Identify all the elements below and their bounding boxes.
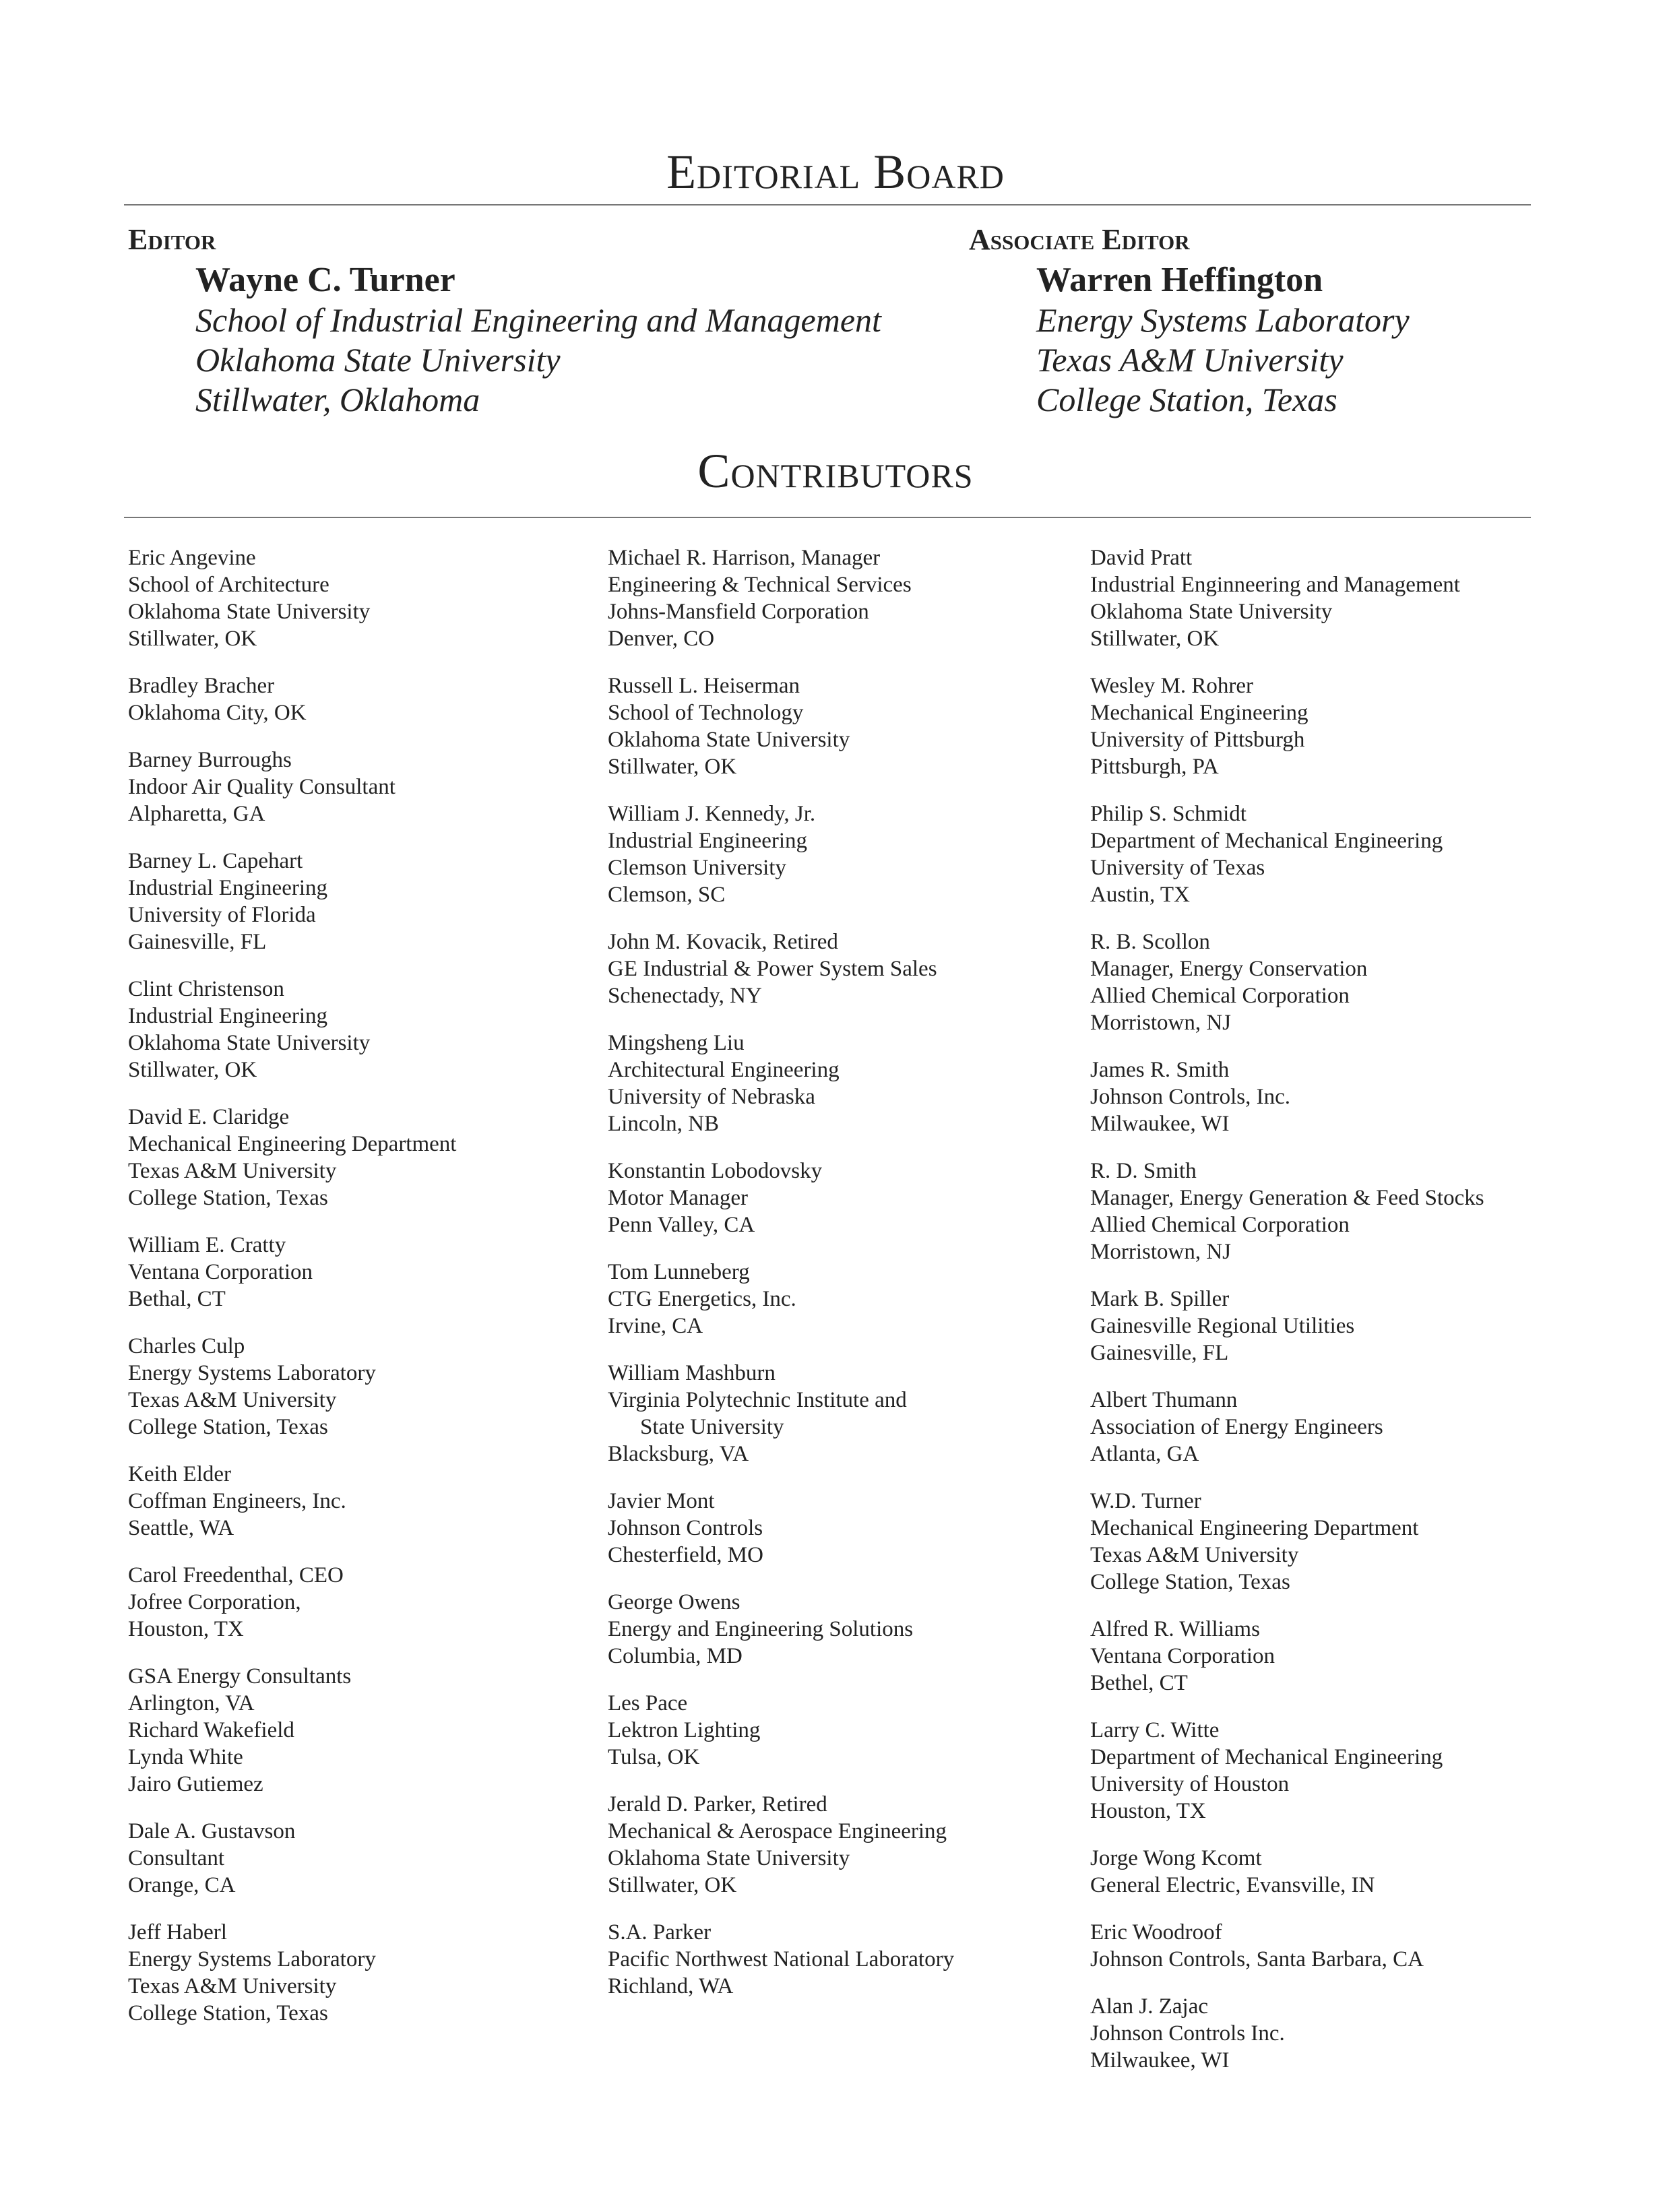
contributor-affiliation-line: University of Houston [1090, 1772, 1290, 1796]
contributor-name: Barney L. Capehart [128, 849, 303, 873]
contributor-affiliation-line: Chesterfield, MO [608, 1543, 763, 1567]
contributor-name: Jorge Wong Kcomt [1090, 1846, 1262, 1870]
contributor-affiliation-line: Atlanta, GA [1090, 1442, 1199, 1466]
contributor-name: Jeff Haberl [128, 1920, 227, 1945]
contributor-affiliation-line: Industrial Engineering [128, 876, 328, 900]
contributor-entry [1090, 1056, 1562, 1137]
contributors-divider [124, 517, 1531, 518]
editor-affiliation-line: Oklahoma State University [195, 341, 561, 379]
contributor-entry [128, 976, 600, 1083]
contributor-affiliation-line: Richard Wakefield [128, 1718, 294, 1742]
contributor-name: Charles Culp [128, 1334, 245, 1358]
contributor-affiliation-line: Seattle, WA [128, 1516, 234, 1540]
associate-editor-affiliation-line: College Station, Texas [1036, 381, 1337, 418]
contributor-affiliation-line: Indoor Air Quality Consultant [128, 775, 396, 799]
contributor-affiliation-line: Lincoln, NB [608, 1112, 719, 1136]
contributor-entry [128, 1919, 600, 2027]
contributor-affiliation-line: Stillwater, OK [608, 755, 737, 779]
contributor-entry [1090, 1616, 1562, 1697]
associate-editor-affiliation-line: Texas A&M University [1036, 341, 1344, 379]
contributor-affiliation-line: Gainesville Regional Utilities [1090, 1314, 1355, 1338]
contributor-name: Barney Burroughs [128, 748, 292, 772]
contributor-affiliation-line: University of Texas [1090, 856, 1265, 880]
contributor-affiliation-line: Manager, Energy Generation & Feed Stocks [1090, 1186, 1484, 1210]
contributor-affiliation-line: Texas A&M University [128, 1388, 337, 1412]
contributor-name: William J. Kennedy, Jr. [608, 802, 816, 826]
contributor-affiliation-line: Blacksburg, VA [608, 1442, 749, 1466]
contributor-affiliation-line: Architectural Engineering [608, 1058, 840, 1082]
contributor-entry [1090, 800, 1562, 908]
contributor-entry [1090, 1919, 1562, 1973]
contributor-entry [1090, 1993, 1562, 2074]
contributor-affiliation-line: Coffman Engineers, Inc. [128, 1489, 346, 1513]
contributor-affiliation-line: Oklahoma City, OK [128, 701, 307, 725]
contributor-affiliation-line: Stillwater, OK [1090, 627, 1220, 651]
contributor-affiliation-line: Engineering & Technical Services [608, 573, 912, 597]
contributor-name: Eric Woodroof [1090, 1920, 1222, 1945]
editor-affiliation-line: Stillwater, Oklahoma [195, 381, 480, 418]
contributor-entry [608, 1158, 1079, 1238]
contributor-affiliation-line: Clemson, SC [608, 883, 726, 907]
contributors-column-3 [1090, 544, 1562, 2094]
contributor-affiliation-line: Lynda White [128, 1745, 243, 1769]
editor-role-label: Editor [128, 223, 216, 256]
contributor-name: Jerald D. Parker, Retired [608, 1792, 827, 1816]
contributor-affiliation-line: GE Industrial & Power System Sales [608, 957, 937, 981]
contributor-name: R. B. Scollon [1090, 930, 1210, 954]
contributor-entry [1090, 544, 1562, 652]
contributor-affiliation-line: Jairo Gutiemez [128, 1772, 263, 1796]
contributor-name: Carol Freedenthal, CEO [128, 1563, 344, 1587]
contributor-affiliation-line: Consultant [128, 1846, 225, 1870]
contributor-affiliation-line: Allied Chemical Corporation [1090, 1213, 1350, 1237]
contributor-affiliation-line: Bethal, CT [128, 1287, 226, 1311]
contributor-name: James R. Smith [1090, 1058, 1230, 1082]
contributor-affiliation-line: Mechanical Engineering Department [1090, 1516, 1419, 1540]
contributor-affiliation-line: Austin, TX [1090, 883, 1190, 907]
contributor-affiliation-line: Stillwater, OK [128, 1058, 257, 1082]
contributor-entry [608, 800, 1079, 908]
contributor-name: Michael R. Harrison, Manager [608, 546, 881, 570]
contributor-affiliation-line: Virginia Polytechnic Institute and [608, 1388, 907, 1412]
contributor-name: Clint Christenson [128, 977, 284, 1001]
contributor-name: Mingsheng Liu [608, 1031, 745, 1055]
contributor-affiliation-line: Morristown, NJ [1090, 1011, 1232, 1035]
editor-block [128, 220, 881, 420]
contributor-affiliation-line: Houston, TX [128, 1617, 244, 1641]
contributor-entry [608, 672, 1079, 780]
contributor-affiliation-line: Department of Mechanical Engineering [1090, 829, 1443, 853]
contributor-affiliation-line: Richland, WA [608, 1974, 734, 1998]
contributor-affiliation-line: Bethel, CT [1090, 1671, 1188, 1695]
contributor-affiliation-line: Gainesville, FL [1090, 1341, 1229, 1365]
contributor-affiliation-line: Houston, TX [1090, 1799, 1206, 1823]
contributor-entry [608, 1791, 1079, 1899]
contributor-affiliation-line: Columbia, MD [608, 1644, 743, 1668]
contributor-affiliation-line: CTG Energetics, Inc. [608, 1287, 796, 1311]
contributor-entry [608, 544, 1079, 652]
contributor-entry [608, 1360, 1079, 1467]
contributor-affiliation-line: School of Architecture [128, 573, 329, 597]
contributor-affiliation-line: College Station, Texas [128, 1415, 328, 1439]
contributor-entry [128, 1104, 600, 1211]
contributor-affiliation-line: Penn Valley, CA [608, 1213, 755, 1237]
contributor-name: Alfred R. Williams [1090, 1617, 1260, 1641]
contributor-affiliation-line: Johns-Mansfield Corporation [608, 600, 869, 624]
contributor-entry [608, 1259, 1079, 1339]
contributor-affiliation-line: Lektron Lighting [608, 1718, 761, 1742]
contributor-entry [608, 1589, 1079, 1670]
contributor-affiliation-line: Jofree Corporation, [128, 1590, 301, 1614]
contributor-name: Wesley M. Rohrer [1090, 674, 1254, 698]
associate-editor-role-label: Associate Editor [969, 223, 1190, 256]
contributor-affiliation-line: Oklahoma State University [608, 728, 850, 752]
contributor-affiliation-line: Mechanical & Aerospace Engineering [608, 1819, 947, 1843]
contributor-name: Russell L. Heiserman [608, 674, 800, 698]
editor-affiliation-line: School of Industrial Engineering and Management [195, 301, 881, 339]
contributor-affiliation-line: Johnson Controls, Inc. [1090, 1085, 1290, 1109]
contributor-affiliation-line: Oklahoma State University [128, 1031, 371, 1055]
contributor-entry [128, 1818, 600, 1899]
contributor-affiliation-line: University of Florida [128, 903, 316, 927]
contributor-affiliation-line: Ventana Corporation [1090, 1644, 1275, 1668]
contributor-entry [128, 672, 600, 726]
contributor-name: David E. Claridge [128, 1105, 290, 1129]
contributor-affiliation-line: Milwaukee, WI [1090, 1112, 1230, 1136]
contributor-name: Konstantin Lobodovsky [608, 1159, 823, 1183]
contributor-name: S.A. Parker [608, 1920, 712, 1945]
contributor-entry [128, 848, 600, 955]
contributor-affiliation-line: Stillwater, OK [128, 627, 257, 651]
contributor-entry [128, 1333, 600, 1441]
contributor-affiliation-line: Denver, CO [608, 627, 715, 651]
contributor-entry [1090, 1488, 1562, 1595]
contributor-affiliation-line: Mechanical Engineering [1090, 701, 1309, 725]
contributor-name: Tom Lunneberg [608, 1260, 750, 1284]
contributor-affiliation-line: Pittsburgh, PA [1090, 755, 1219, 779]
contributor-name: Les Pace [608, 1691, 688, 1715]
contributor-entry [128, 1663, 600, 1798]
contributor-name: Mark B. Spiller [1090, 1287, 1230, 1311]
editorial-board-title: Editorial Board [666, 145, 1005, 199]
contributor-affiliation-line: General Electric, Evansville, IN [1090, 1873, 1375, 1897]
contributor-entry [1090, 1845, 1562, 1899]
contributor-affiliation-line: Orange, CA [128, 1873, 236, 1897]
contributor-entry [128, 1232, 600, 1313]
contributor-name: GSA Energy Consultants [128, 1664, 352, 1688]
contributor-name: William Mashburn [608, 1361, 776, 1385]
contributor-affiliation-line: Manager, Energy Conservation [1090, 957, 1368, 981]
contributor-affiliation-line: Schenectady, NY [608, 984, 762, 1008]
contributor-affiliation-line: Energy Systems Laboratory [128, 1361, 376, 1385]
contributor-name: Albert Thumann [1090, 1388, 1238, 1412]
contributor-affiliation-line: Oklahoma State University [128, 600, 371, 624]
contributor-affiliation-line: Industrial Enginneering and Management [1090, 573, 1460, 597]
contributor-affiliation-line: College Station, Texas [128, 2001, 328, 2025]
contributor-name: William E. Cratty [128, 1233, 286, 1257]
contributor-entry [128, 1562, 600, 1643]
contributors-title: Contributors [697, 444, 974, 498]
contributor-entry [128, 544, 600, 652]
contributor-affiliation-line: Stillwater, OK [608, 1873, 737, 1897]
contributor-affiliation-line: Oklahoma State University [608, 1846, 850, 1870]
contributor-affiliation-line: Arlington, VA [128, 1691, 255, 1715]
associate-editor-name: Warren Heffington [1036, 261, 1323, 299]
contributor-affiliation-line: Association of Energy Engineers [1090, 1415, 1383, 1439]
contributor-name: W.D. Turner [1090, 1489, 1201, 1513]
contributors-column-2 [608, 544, 1079, 2020]
editor-name: Wayne C. Turner [195, 261, 455, 299]
contributor-affiliation-line: Texas A&M University [1090, 1543, 1299, 1567]
contributor-affiliation-line: Energy Systems Laboratory [128, 1947, 376, 1971]
contributor-affiliation-line: Tulsa, OK [608, 1745, 700, 1769]
contributor-affiliation-line: Clemson University [608, 856, 786, 880]
contributor-affiliation-line: Oklahoma State University [1090, 600, 1333, 624]
header-divider [124, 204, 1531, 206]
contributor-affiliation-line: Irvine, CA [608, 1314, 703, 1338]
contributor-affiliation-line: Allied Chemical Corporation [1090, 984, 1350, 1008]
contributor-affiliation-line: Alpharetta, GA [128, 802, 265, 826]
contributor-entry [1090, 928, 1562, 1036]
contributor-name: Keith Elder [128, 1462, 232, 1486]
contributors-column-1 [128, 544, 600, 2047]
contributor-name: David Pratt [1090, 546, 1193, 570]
contributor-name: George Owens [608, 1590, 740, 1614]
contributor-affiliation-line: Texas A&M University [128, 1974, 337, 1998]
contributor-name: Dale A. Gustavson [128, 1819, 296, 1843]
contributor-affiliation-line: College Station, Texas [1090, 1570, 1290, 1594]
contributor-entry [128, 747, 600, 827]
contributor-name: John M. Kovacik, Retired [608, 930, 838, 954]
contributor-entry [608, 1030, 1079, 1137]
contributor-entry [608, 1919, 1079, 2000]
contributor-entry [1090, 1387, 1562, 1467]
contributor-name: Bradley Bracher [128, 674, 275, 698]
contributor-entry [608, 1488, 1079, 1569]
contributor-entry [1090, 672, 1562, 780]
contributor-entry [608, 1690, 1079, 1771]
contributor-name: R. D. Smith [1090, 1159, 1197, 1183]
contributor-affiliation-line: College Station, Texas [128, 1186, 328, 1210]
contributor-affiliation-line: State University [640, 1415, 784, 1439]
contributor-affiliation-line: Industrial Engineering [608, 829, 808, 853]
contributor-affiliation-line: University of Pittsburgh [1090, 728, 1305, 752]
contributor-affiliation-line: Texas A&M University [128, 1159, 337, 1183]
contributor-affiliation-line: Motor Manager [608, 1186, 749, 1210]
contributor-affiliation-line: Ventana Corporation [128, 1260, 313, 1284]
contributor-entry [1090, 1158, 1562, 1265]
contributor-entry [128, 1461, 600, 1542]
contributor-affiliation-line: Pacific Northwest National Laboratory [608, 1947, 955, 1971]
contributor-entry [608, 928, 1079, 1009]
contributor-affiliation-line: Department of Mechanical Engineering [1090, 1745, 1443, 1769]
contributor-name: Philip S. Schmidt [1090, 802, 1247, 826]
contributor-affiliation-line: University of Nebraska [608, 1085, 815, 1109]
contributor-affiliation-line: Mechanical Engineering Department [128, 1132, 457, 1156]
contributor-affiliation-line: Industrial Engineering [128, 1004, 328, 1028]
contributor-entry [1090, 1717, 1562, 1825]
contributor-name: Larry C. Witte [1090, 1718, 1220, 1742]
contributor-affiliation-line: Johnson Controls, Santa Barbara, CA [1090, 1947, 1424, 1971]
associate-editor-block [969, 220, 1410, 420]
contributor-affiliation-line: Milwaukee, WI [1090, 2048, 1230, 2073]
contributor-affiliation-line: Energy and Engineering Solutions [608, 1617, 914, 1641]
contributor-affiliation-line: School of Technology [608, 701, 804, 725]
contributor-entry [1090, 1286, 1562, 1366]
contributor-affiliation-line: Johnson Controls Inc. [1090, 2021, 1285, 2046]
contributor-name: Alan J. Zajac [1090, 1994, 1209, 2019]
contributor-affiliation-line: Morristown, NJ [1090, 1240, 1232, 1264]
contributor-affiliation-line: Johnson Controls [608, 1516, 763, 1540]
contributor-affiliation-line: Gainesville, FL [128, 930, 267, 954]
associate-editor-affiliation-line: Energy Systems Laboratory [1036, 301, 1410, 339]
contributor-name: Javier Mont [608, 1489, 715, 1513]
contributor-name: Eric Angevine [128, 546, 256, 570]
